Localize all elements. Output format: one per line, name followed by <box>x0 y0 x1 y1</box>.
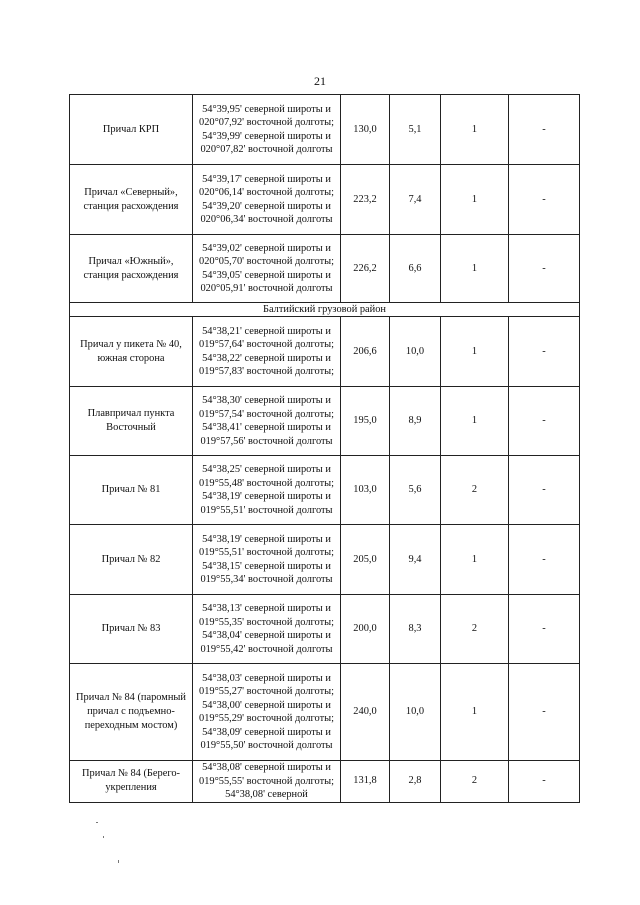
depth-cell: 8,3 <box>390 595 441 664</box>
count-cell: 2 <box>441 595 509 664</box>
scan-mark <box>103 836 104 838</box>
section-row <box>70 303 580 317</box>
length-cell: 205,0 <box>341 525 390 595</box>
length-cell: 223,2 <box>341 165 390 235</box>
count-cell: 1 <box>441 165 509 235</box>
berth-name-cell: Причал «Северный», станция расхождения <box>70 165 193 235</box>
note-cell: - <box>509 387 580 456</box>
berths-table-body <box>70 95 580 803</box>
length-cell: 195,0 <box>341 387 390 456</box>
note-cell: - <box>509 664 580 761</box>
coordinates-cell: 54°39,02' северной широты и 020°05,70' восточной долготы; 54°39,05' северной широты и 020°05,91' восточной долготы <box>193 235 341 303</box>
length-cell: 130,0 <box>341 95 390 165</box>
scan-mark <box>96 822 98 823</box>
berth-name-cell: Плавпричал пункта Восточный <box>70 387 193 456</box>
coordinates-cell: 54°38,03' северной широты и 019°55,27' восточной долготы; 54°38,00' северной широты и 019°55,29' восточной долготы; 54°38,09' северной широты и 019°55,50' восточной долготы <box>193 664 341 761</box>
length-cell: 200,0 <box>341 595 390 664</box>
depth-cell: 5,6 <box>390 456 441 525</box>
note-cell: - <box>509 235 580 303</box>
note-cell: - <box>509 165 580 235</box>
length-cell: 226,2 <box>341 235 390 303</box>
coordinates-cell: 54°38,19' северной широты и 019°55,51' восточной долготы; 54°38,15' северной широты и 019°55,34' восточной долготы <box>193 525 341 595</box>
coordinates-cell: 54°38,25' северной широты и 019°55,48' восточной долготы; 54°38,19' северной широты и 019°55,51' восточной долготы <box>193 456 341 525</box>
depth-cell: 5,1 <box>390 95 441 165</box>
berth-name-cell: Причал № 84 (паромный причал с подъемно-переходным мостом) <box>70 664 193 761</box>
table-row <box>70 595 580 664</box>
coordinates-cell: 54°38,13' северной широты и 019°55,35' восточной долготы; 54°38,04' северной широты и 019°55,42' восточной долготы <box>193 595 341 664</box>
count-cell: 1 <box>441 317 509 387</box>
note-cell: - <box>509 595 580 664</box>
berth-name-cell: Причал № 84 (Берего-укрепления <box>70 761 193 803</box>
depth-cell: 10,0 <box>390 317 441 387</box>
berths-table <box>69 94 580 803</box>
count-cell: 1 <box>441 525 509 595</box>
berth-name-cell: Причал № 82 <box>70 525 193 595</box>
count-cell: 1 <box>441 664 509 761</box>
section-title: Балтийский грузовой район <box>70 303 580 317</box>
depth-cell: 8,9 <box>390 387 441 456</box>
note-cell: - <box>509 456 580 525</box>
table-row <box>70 761 580 803</box>
count-cell: 1 <box>441 235 509 303</box>
table-row <box>70 387 580 456</box>
table-row <box>70 664 580 761</box>
depth-cell: 6,6 <box>390 235 441 303</box>
depth-cell: 2,8 <box>390 761 441 803</box>
table-row <box>70 235 580 303</box>
note-cell: - <box>509 317 580 387</box>
coordinates-cell: 54°38,30' северной широты и 019°57,54' восточной долготы; 54°38,41' северной широты и 019°57,56' восточной долготы <box>193 387 341 456</box>
length-cell: 131,8 <box>341 761 390 803</box>
length-cell: 240,0 <box>341 664 390 761</box>
note-cell: - <box>509 95 580 165</box>
coordinates-cell: 54°38,08' северной широты и 019°55,55' восточной долготы; 54°38,08' северной <box>193 761 341 803</box>
count-cell: 1 <box>441 95 509 165</box>
depth-cell: 9,4 <box>390 525 441 595</box>
berth-name-cell: Причал № 81 <box>70 456 193 525</box>
table-row <box>70 165 580 235</box>
count-cell: 2 <box>441 761 509 803</box>
berth-name-cell: Причал «Южный», станция расхождения <box>70 235 193 303</box>
depth-cell: 10,0 <box>390 664 441 761</box>
note-cell: - <box>509 525 580 595</box>
berth-name-cell: Причал КРП <box>70 95 193 165</box>
coordinates-cell: 54°39,17' северной широты и 020°06,14' восточной долготы; 54°39,20' северной широты и 020°06,34' восточной долготы <box>193 165 341 235</box>
berth-name-cell: Причал у пикета № 40, южная сторона <box>70 317 193 387</box>
table-row <box>70 456 580 525</box>
scan-mark <box>118 860 119 863</box>
count-cell: 2 <box>441 456 509 525</box>
coordinates-cell: 54°39,95' северной широты и 020°07,92' восточной долготы; 54°39,99' северной широты и 020°07,82' восточной долготы <box>193 95 341 165</box>
note-cell: - <box>509 761 580 803</box>
table-row <box>70 525 580 595</box>
depth-cell: 7,4 <box>390 165 441 235</box>
table-row <box>70 317 580 387</box>
length-cell: 103,0 <box>341 456 390 525</box>
page-number: 21 <box>314 74 326 88</box>
length-cell: 206,6 <box>341 317 390 387</box>
count-cell: 1 <box>441 387 509 456</box>
coordinates-cell: 54°38,21' северной широты и 019°57,64' восточной долготы; 54°38,22' северной широты и 019°57,83' восточной долготы; <box>193 317 341 387</box>
table-row <box>70 95 580 165</box>
berth-name-cell: Причал № 83 <box>70 595 193 664</box>
